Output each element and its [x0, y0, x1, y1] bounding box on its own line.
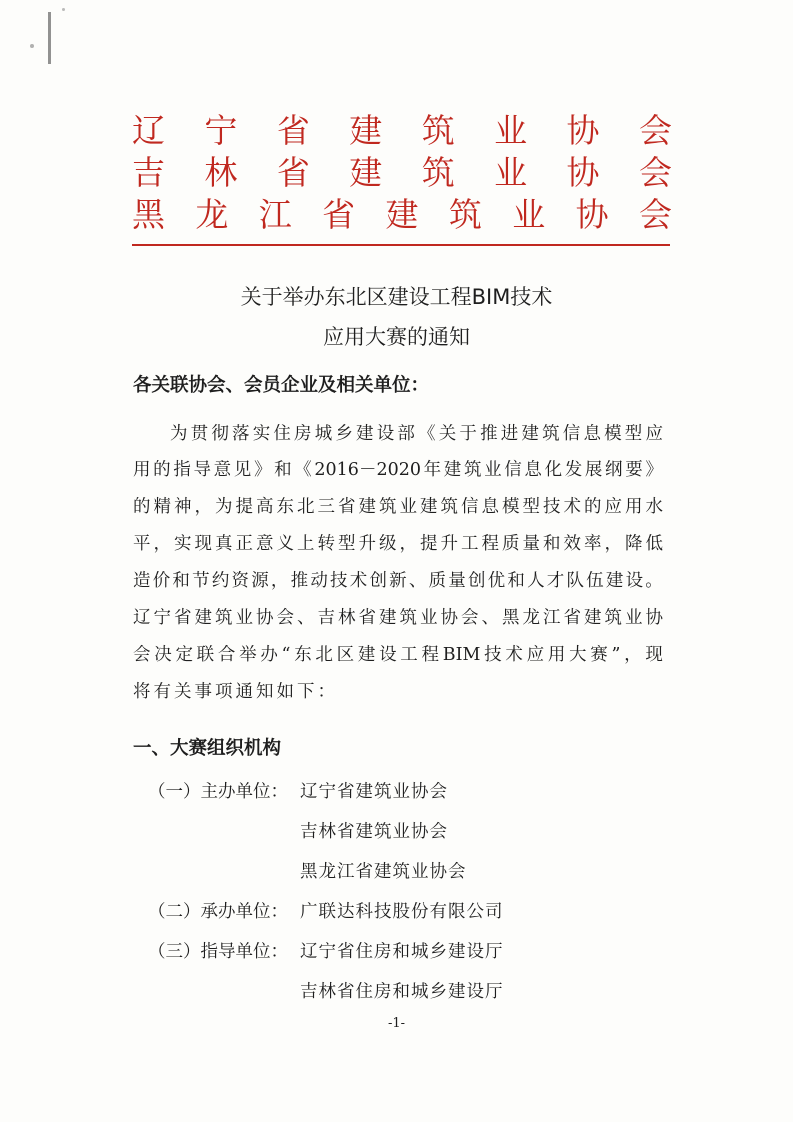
body-char: 升	[358, 534, 376, 554]
letterhead-divider	[132, 244, 670, 246]
body-char: 、	[297, 608, 315, 628]
body-char: 建	[356, 424, 374, 444]
body-char: 建	[521, 424, 539, 444]
body-char: 筑	[604, 608, 622, 628]
body-char: 2016－2020	[314, 460, 421, 480]
body-char: 、	[481, 608, 499, 628]
body-char: 贯	[190, 424, 209, 444]
body-char: 展	[584, 460, 603, 480]
body-char: 现	[645, 645, 663, 665]
body-line	[133, 493, 663, 521]
body-char: 、	[408, 571, 427, 591]
body-char: 业	[484, 460, 502, 480]
body-line	[133, 604, 663, 632]
body-char: 型	[522, 497, 540, 517]
letterhead-char: 吉	[132, 153, 165, 192]
body-char: 彻	[211, 424, 229, 444]
body-char: ，	[604, 534, 622, 554]
body-char: 林	[338, 608, 356, 628]
body-char: 部	[397, 424, 415, 444]
body-char: 》	[253, 460, 272, 480]
body-char: 《	[294, 460, 312, 480]
org-label-organizer: （二）承办单位：	[148, 902, 288, 922]
org-label-host: （一）主办单位：	[148, 782, 288, 802]
letterhead-char: 会	[638, 111, 672, 150]
body-line	[133, 456, 663, 484]
body-char: 质	[502, 534, 520, 554]
letterhead-char: 筑	[421, 153, 455, 192]
body-char: 为	[215, 497, 233, 517]
body-char: ，	[399, 534, 417, 554]
body-char: 量	[522, 534, 540, 554]
body-char: 息	[481, 497, 499, 517]
body-char: 业	[625, 608, 643, 628]
body-char: 息	[524, 460, 542, 480]
body-char: 和	[507, 571, 525, 591]
scan-mark	[48, 12, 51, 64]
body-char: 筑	[215, 608, 233, 628]
body-char: 应	[604, 497, 622, 517]
body-char: 神	[174, 497, 192, 517]
body-char: 协	[645, 608, 663, 628]
body-char: 建	[358, 497, 376, 517]
body-char: 区	[336, 645, 355, 665]
body-char: 资	[231, 571, 250, 591]
body-char: 吉	[317, 608, 335, 628]
body-char: 乡	[335, 424, 353, 444]
body-char: 才	[546, 571, 565, 591]
body-char: 联	[196, 645, 215, 665]
body-char: ，	[270, 571, 289, 591]
body-char: 现	[194, 534, 212, 554]
body-char: 级	[379, 534, 397, 554]
body-char: 造	[133, 571, 151, 591]
body-char: 价	[152, 571, 171, 591]
body-char: 东	[276, 497, 294, 517]
body-char: 住	[273, 424, 291, 444]
body-char: 用	[625, 497, 643, 517]
body-char: 质	[428, 571, 447, 591]
body-char: ，	[194, 497, 212, 517]
body-char: 术	[505, 645, 523, 665]
body-char: 动	[310, 571, 328, 591]
letterhead-char: 业	[512, 195, 546, 234]
body-char: 三	[317, 497, 335, 517]
letterhead-char: 协	[566, 111, 600, 150]
body-char: 举	[239, 645, 257, 665]
body-line: 将有关事项通知如下：	[133, 682, 338, 702]
body-char: 筑	[379, 497, 397, 517]
body-char: 建	[194, 608, 212, 628]
body-char: 上	[297, 534, 315, 554]
body-char: 的	[584, 497, 602, 517]
body-char: 意	[256, 534, 274, 554]
body-char: 平	[133, 534, 151, 554]
body-char: 化	[544, 460, 563, 480]
letterhead-char: 协	[566, 153, 600, 192]
body-char: 精	[153, 497, 171, 517]
letterhead-char: 龙	[195, 195, 229, 234]
body-char: 省	[358, 608, 376, 628]
notice-title-line-1: 关于举办东北区建设工程BIM技术	[240, 285, 553, 309]
body-char: 提	[420, 534, 438, 554]
body-char: 和	[172, 571, 190, 591]
body-char: 高	[256, 497, 274, 517]
org-value: 辽宁省住房和城乡建设厅	[300, 942, 504, 962]
body-char: 落	[232, 424, 250, 444]
body-char: 人	[527, 571, 545, 591]
letterhead-char: 省	[276, 153, 310, 192]
body-char: 模	[604, 424, 622, 444]
letterhead-line-2	[132, 152, 672, 194]
letterhead-char: 筑	[421, 111, 455, 150]
letterhead-char: 筑	[448, 195, 482, 234]
body-char: 低	[645, 534, 663, 554]
body-char: 见	[233, 460, 252, 480]
body-line	[170, 420, 663, 448]
body-char: 转	[317, 534, 335, 554]
body-char: 程	[481, 534, 499, 554]
body-char: 约	[211, 571, 230, 591]
body-char: 协	[440, 608, 458, 628]
body-char: 和	[274, 460, 292, 480]
letterhead-line-1	[132, 110, 672, 152]
body-char: 省	[174, 608, 192, 628]
body-line	[133, 641, 663, 669]
body-char: 年	[423, 460, 442, 480]
body-char: 会	[133, 645, 151, 665]
body-char: 真	[215, 534, 233, 554]
body-char: 新	[389, 571, 407, 591]
body-char: 伍	[586, 571, 604, 591]
body-line	[133, 530, 663, 558]
letterhead-char: 宁	[204, 111, 238, 150]
body-char: 术	[349, 571, 368, 591]
body-char: 创	[369, 571, 387, 591]
letterhead-char: 江	[258, 195, 292, 234]
body-char: 和	[543, 534, 561, 554]
org-value: 广联达科技股份有限公司	[300, 902, 504, 922]
page-number: -1-	[387, 1016, 406, 1031]
body-char: 技	[484, 645, 502, 665]
scan-dot	[62, 8, 65, 11]
body-char: 工	[400, 645, 418, 665]
body-char: 设	[379, 645, 397, 665]
body-char: 源	[251, 571, 269, 591]
body-char: 推	[290, 571, 309, 591]
body-char: 工	[461, 534, 479, 554]
body-char: 筑	[440, 497, 458, 517]
body-char: 纲	[605, 460, 623, 480]
letterhead-char: 协	[575, 195, 609, 234]
body-char: 东	[294, 645, 312, 665]
letterhead-char: 省	[276, 111, 310, 150]
body-char: 黑	[502, 608, 520, 628]
body-char: 于	[459, 424, 477, 444]
org-value: 吉林省住房和城乡建设厅	[300, 982, 504, 1002]
letterhead-char: 业	[494, 153, 528, 192]
letterhead-char: 会	[638, 153, 672, 192]
body-char: 省	[338, 497, 356, 517]
org-value: 辽宁省建筑业协会	[300, 782, 448, 802]
body-char: 技	[543, 497, 561, 517]
body-char: 意	[213, 460, 232, 480]
body-char: 协	[256, 608, 274, 628]
body-char: 办	[260, 645, 278, 665]
body-char: 为	[170, 424, 188, 444]
body-char: 队	[566, 571, 584, 591]
letterhead-char: 林	[204, 153, 238, 192]
body-char: 赛	[590, 645, 608, 665]
body-char: 江	[543, 608, 561, 628]
body-char: 正	[235, 534, 253, 554]
body-char: 业	[399, 497, 417, 517]
org-value: 黑龙江省建筑业协会	[300, 862, 467, 882]
body-char: 术	[563, 497, 581, 517]
body-char: 业	[235, 608, 253, 628]
body-char: 实	[252, 424, 271, 444]
body-char: ”	[611, 645, 621, 665]
body-char: 用	[547, 645, 566, 665]
body-char: 应	[645, 424, 663, 444]
body-char: 建	[443, 460, 462, 480]
body-char: 筑	[399, 608, 417, 628]
body-char: 建	[420, 497, 438, 517]
body-char: 北	[297, 497, 315, 517]
body-char: 业	[420, 608, 438, 628]
body-char: 要	[625, 460, 643, 480]
body-char: 型	[338, 534, 356, 554]
body-char: 建	[357, 645, 376, 665]
notice-title-line-2: 应用大赛的通知	[323, 325, 470, 349]
body-char: 筑	[463, 460, 482, 480]
body-char: 指	[173, 460, 191, 480]
body-char: “	[281, 645, 291, 665]
body-char: 建	[379, 608, 397, 628]
body-char: 建	[605, 571, 624, 591]
body-char: 应	[526, 645, 545, 665]
body-char: 信	[562, 424, 581, 444]
section-heading: 一、大赛组织机构	[133, 738, 282, 759]
letterhead-char: 建	[349, 153, 383, 192]
body-char: 息	[583, 424, 601, 444]
letterhead-line-3	[132, 194, 672, 236]
body-char: 水	[645, 497, 663, 517]
body-char: 设	[625, 571, 644, 591]
body-char: 节	[192, 571, 210, 591]
body-char: 房	[294, 424, 312, 444]
body-char: 提	[235, 497, 253, 517]
body-char: 降	[625, 534, 643, 554]
body-char: 合	[217, 645, 236, 665]
body-char: 省	[563, 608, 581, 628]
body-char: 《	[418, 424, 436, 444]
body-char: 量	[448, 571, 466, 591]
letterhead-char: 辽	[132, 111, 165, 150]
body-char: 定	[175, 645, 193, 665]
body-char: 程	[421, 645, 440, 665]
body-char: 筑	[542, 424, 560, 444]
body-char: 升	[440, 534, 458, 554]
letterhead-char: 业	[494, 111, 528, 150]
body-char: 推	[480, 424, 498, 444]
body-char: 关	[438, 424, 457, 444]
scan-dot	[30, 44, 34, 48]
body-char: 导	[193, 460, 211, 480]
body-char: 大	[569, 645, 587, 665]
body-char: 发	[564, 460, 583, 480]
body-char: 率	[584, 534, 602, 554]
body-char: 设	[376, 424, 395, 444]
body-char: 会	[461, 608, 479, 628]
salutation: 各关联协会、会员企业及相关单位：	[133, 375, 430, 396]
body-char: 义	[276, 534, 294, 554]
body-char: 宁	[153, 608, 171, 628]
letterhead-char: 会	[639, 195, 672, 234]
body-char: 用	[133, 460, 151, 480]
letterhead-char: 建	[349, 111, 383, 150]
body-char: 效	[563, 534, 581, 554]
letterhead	[132, 110, 672, 236]
body-char: 创	[467, 571, 486, 591]
body-char: 》	[645, 460, 663, 480]
body-line	[133, 567, 663, 595]
body-char: 决	[154, 645, 172, 665]
body-char: 北	[315, 645, 333, 665]
letterhead-char: 建	[385, 195, 419, 234]
letterhead-char: 省	[322, 195, 356, 234]
body-char: 城	[314, 424, 333, 444]
body-char: 。	[645, 571, 663, 591]
body-char: 优	[487, 571, 506, 591]
body-char: 进	[500, 424, 519, 444]
body-char: ，	[153, 534, 171, 554]
body-char: 会	[276, 608, 294, 628]
body-char: 信	[504, 460, 522, 480]
body-char: 辽	[133, 608, 151, 628]
org-label-guidance: （三）指导单位：	[148, 942, 288, 962]
body-char: 的	[133, 497, 151, 517]
letterhead-char: 黑	[132, 195, 165, 234]
body-char: BIM	[442, 645, 481, 665]
org-value: 吉林省建筑业协会	[300, 822, 448, 842]
body-char: 的	[153, 460, 171, 480]
body-char: ，	[624, 645, 642, 665]
body-char: 型	[624, 424, 643, 444]
body-char: 建	[584, 608, 602, 628]
body-char: 龙	[522, 608, 540, 628]
body-char: 实	[174, 534, 192, 554]
body-char: 模	[502, 497, 520, 517]
body-char: 技	[330, 571, 348, 591]
body-char: 信	[461, 497, 479, 517]
